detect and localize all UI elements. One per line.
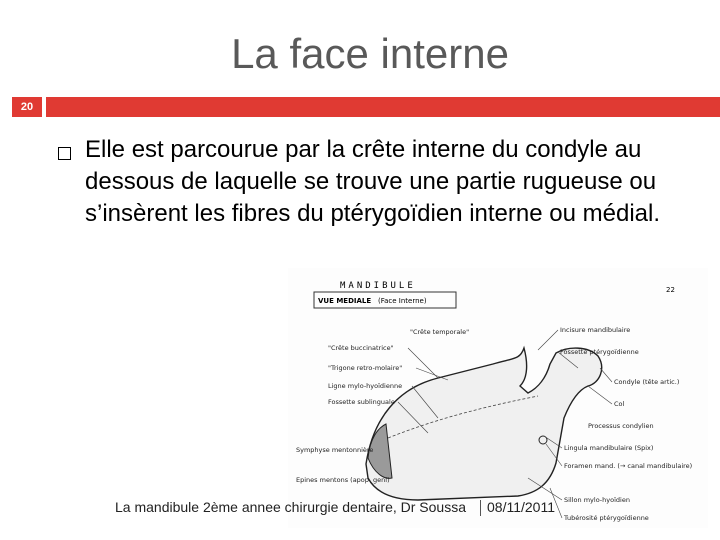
label-fossette-pterygo: Fossette ptérygoïdienne [560,348,639,356]
label-crete-buccinatrice: "Crête buccinatrice" [328,344,394,352]
label-symphyse: Symphyse mentonnière [296,446,374,454]
label-sillon: Sillon mylo-hyoïdien [564,496,630,504]
title-rule [46,97,720,117]
bullet-square-icon [58,147,71,160]
diagram-view: VUE MEDIALE [318,297,372,305]
label-trigone: "Trigone retro-molaire" [328,364,403,372]
diagram-view-sub: (Face Interne) [378,297,427,305]
diagram-header: MANDIBULE [340,281,416,291]
slide-number-badge: 20 [12,97,42,117]
label-ligne-mylo: Ligne mylo-hyoïdienne [328,382,403,390]
footer-course: La mandibule 2ème annee chirurgie dentaire, Dr Soussa [115,499,466,515]
mandible-diagram [288,268,708,528]
label-foramen: Foramen mand. (→ canal mandibulaire) [564,462,693,470]
label-condyle: Condyle (tête artic.) [614,378,680,386]
label-lingula: Lingula mandibulaire (Spix) [564,444,654,452]
label-processus: Processus condylien [588,422,654,430]
footer-date: 08/11/2011 [487,499,555,515]
slide-title: La face interne [231,30,509,77]
footer-separator [480,500,481,516]
label-fossette-sublinguale: Fossette sublinguale [328,398,395,406]
label-tuberosite: Tubérosité ptérygoïdienne [564,514,649,522]
bullet-text: Elle est parcourue par la crête interne du condyle au dessous de laquelle se trouve une partie rugueuse ou s’insèrent les fibres du ptérygoïdien interne ou médial. [85,136,660,227]
slide-footer [115,499,563,516]
label-crete-temporale: "Crête temporale" [410,328,470,336]
label-incisure: Incisure mandibulaire [560,326,631,334]
diagram-page-number: 22 [666,286,675,294]
label-col: Col [614,400,625,408]
label-epines: Epines mentons (apop. geni) [296,476,390,484]
